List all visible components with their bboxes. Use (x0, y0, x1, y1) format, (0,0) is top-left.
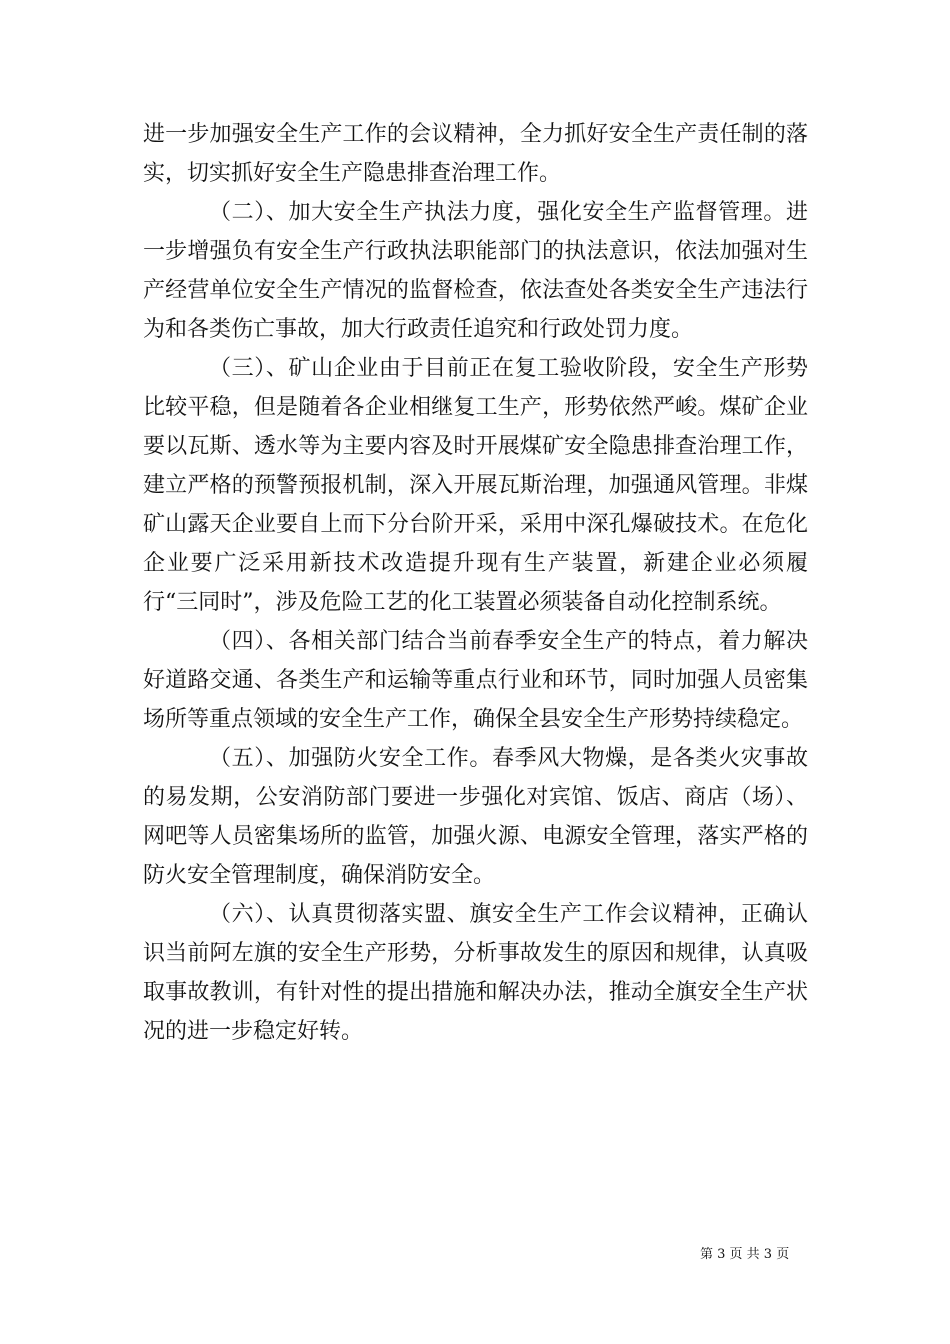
document-body (143, 115, 808, 1051)
paragraph-item-6: （六）、认真贯彻落实盟、旗安全生产工作会议精神，正确认识当前阿左旗的安全生产形势，分析事故发生的原因和规律，认真吸取事故教训，有针对性的提出措施和解决办法，推动全旗安全生产状况的进一步稳定好转。 (143, 902, 808, 1044)
paragraph-item-4: （四）、各相关部门结合当前春季安全生产的特点，着力解决好道路交通、各类生产和运输等重点行业和环节，同时加强人员密集场所等重点领域的安全生产工作，确保全县安全生产形势持续稳定。 (143, 629, 808, 732)
paragraph-continuation: 进一步加强安全生产工作的会议精神，全力抓好安全生产责任制的落实，切实抓好安全生产隐患排查治理工作。 (143, 122, 808, 186)
paragraph-item-2: （二）、加大安全生产执法力度，强化安全生产监督管理。进一步增强负有安全生产行政执法职能部门的执法意识，依法加强对生产经营单位安全生产情况的监督检查，依法查处各类安全生产违法行为和各类伤亡事故，加大行政责任追究和行政处罚力度。 (143, 200, 808, 342)
page-number-footer: 第 3 页 共 3 页 (700, 1247, 790, 1262)
paragraph-item-5: （五）、加强防火安全工作。春季风大物燥，是各类火灾事故的易发期，公安消防部门要进一步强化对宾馆、饭店、商店（场）、网吧等人员密集场所的监管，加强火源、电源安全管理，落实严格的防火安全管理制度，确保消防安全。 (143, 746, 808, 888)
paragraph-item-3: （三）、矿山企业由于目前正在复工验收阶段，安全生产形势比较平稳，但是随着各企业相继复工生产，形势依然严峻。煤矿企业要以瓦斯、透水等为主要内容及时开展煤矿安全隐患排查治理工作，建立严格的预警预报机制，深入开展瓦斯治理，加强通风管理。非煤矿山露天企业要自上而下分台阶开采，采用中深孔爆破技术。在危化企业要广泛采用新技术改造提升现有生产装置，新建企业必须履行“三同时”，涉及危险工艺的化工装置必须装备自动化控制系统。 (143, 356, 808, 615)
